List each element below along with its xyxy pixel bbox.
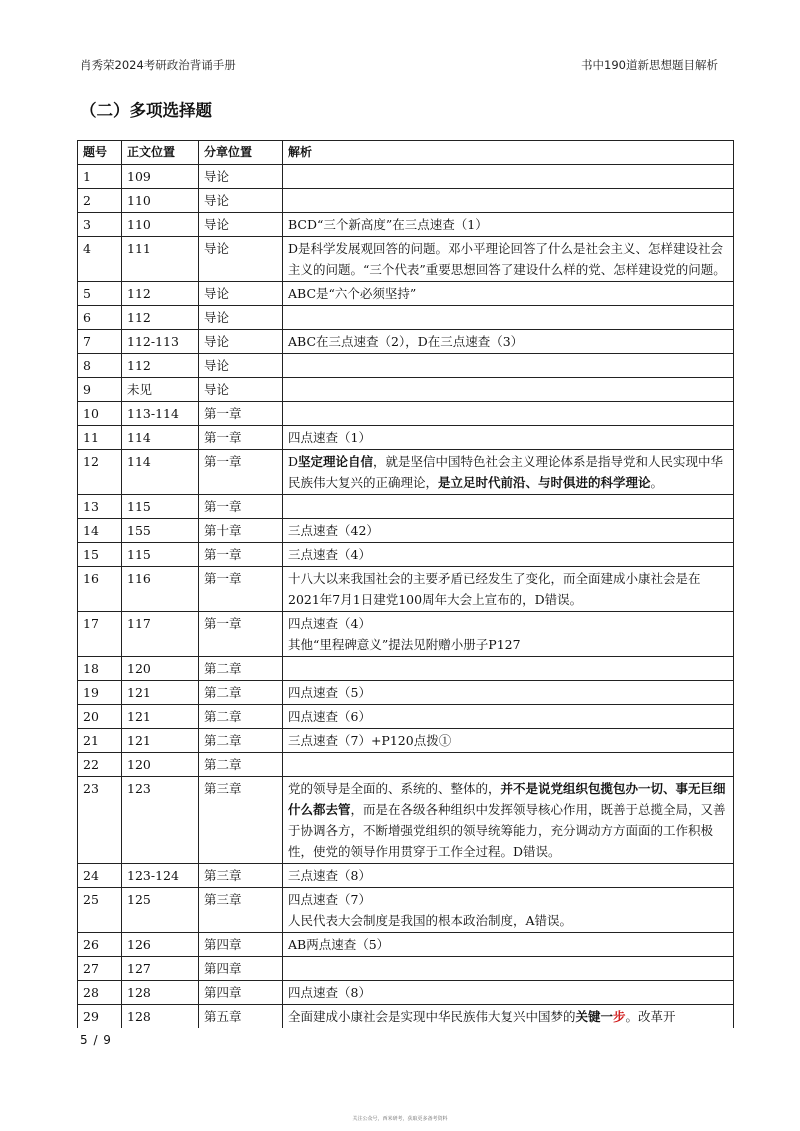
cell-number: 23 [78, 777, 122, 864]
cell-number: 4 [78, 237, 122, 282]
cell-number: 16 [78, 567, 122, 612]
cell-chapter: 第一章 [199, 450, 283, 495]
cell-chapter: 导论 [199, 282, 283, 306]
cell-chapter: 第四章 [199, 981, 283, 1005]
cell-analysis: 四点速查（6） [283, 705, 734, 729]
analysis-emphasis: 并不是说党组织包揽包办一切、事无巨细什么都去管 [288, 781, 726, 817]
cell-analysis [283, 777, 734, 864]
cell-chapter: 导论 [199, 213, 283, 237]
cell-position: 115 [122, 543, 199, 567]
cell-analysis [283, 657, 734, 681]
cell-number: 2 [78, 189, 122, 213]
table-row [78, 519, 734, 543]
cell-number: 5 [78, 282, 122, 306]
cell-number: 24 [78, 864, 122, 888]
analysis-text: D [288, 454, 299, 469]
cell-analysis: 三点速查（8） [283, 864, 734, 888]
analysis-text: 。 [650, 475, 664, 490]
section-title: （二）多项选择题 [80, 101, 212, 120]
cell-chapter: 导论 [199, 237, 283, 282]
cell-number: 10 [78, 402, 122, 426]
cell-analysis [283, 354, 734, 378]
cell-chapter: 第三章 [199, 864, 283, 888]
cell-analysis [283, 612, 734, 657]
table-row [78, 378, 734, 402]
answer-table [77, 140, 734, 1028]
table-row [78, 753, 734, 777]
page-number: 5 / 9 [80, 1033, 112, 1047]
cell-analysis [283, 888, 734, 933]
table-header-row [78, 141, 734, 165]
analysis-line: 其他“里程碑意义”提法见附赠小册子P127 [288, 637, 521, 652]
cell-position: 121 [122, 705, 199, 729]
table-row [78, 165, 734, 189]
cell-position: 未见 [122, 378, 199, 402]
cell-analysis: 十八大以来我国社会的主要矛盾已经发生了变化，而全面建成小康社会是在2021年7月1日建党100周年大会上宣布的，D错误。 [283, 567, 734, 612]
cell-position: 127 [122, 957, 199, 981]
cell-analysis [283, 753, 734, 777]
header-section-title: 书中190道新思想题目解析 [581, 58, 718, 72]
cell-number: 28 [78, 981, 122, 1005]
cell-analysis: 四点速查（1） [283, 426, 734, 450]
cell-chapter: 第四章 [199, 933, 283, 957]
cell-number: 11 [78, 426, 122, 450]
cell-number: 3 [78, 213, 122, 237]
cell-analysis: BCD“三个新高度”在三点速查（1） [283, 213, 734, 237]
cell-chapter: 导论 [199, 189, 283, 213]
table-row [78, 402, 734, 426]
table-row [78, 306, 734, 330]
cell-chapter: 第二章 [199, 657, 283, 681]
col-header-analysis: 解析 [283, 141, 734, 165]
cell-number: 15 [78, 543, 122, 567]
cell-number: 17 [78, 612, 122, 657]
cell-position: 109 [122, 165, 199, 189]
cell-analysis: 四点速查（8） [283, 981, 734, 1005]
analysis-line: 四点速查（4） [288, 616, 371, 631]
cell-number: 12 [78, 450, 122, 495]
footer-note: 关注公众号，西米研考，获取更多备考资料 [352, 1116, 448, 1122]
cell-chapter: 第一章 [199, 426, 283, 450]
table-row [78, 681, 734, 705]
cell-analysis [283, 378, 734, 402]
table-row [78, 282, 734, 306]
table-row [78, 330, 734, 354]
table-row [78, 981, 734, 1005]
cell-position: 121 [122, 681, 199, 705]
cell-analysis [283, 189, 734, 213]
cell-position: 121 [122, 729, 199, 753]
cell-chapter: 第三章 [199, 777, 283, 864]
cell-chapter: 导论 [199, 330, 283, 354]
cell-position: 123 [122, 777, 199, 864]
analysis-text: 党的领导是全面的、系统的、整体的， [288, 781, 501, 796]
cell-position: 116 [122, 567, 199, 612]
cell-number: 20 [78, 705, 122, 729]
cell-chapter: 导论 [199, 306, 283, 330]
cell-analysis: 三点速查（42） [283, 519, 734, 543]
cell-chapter: 导论 [199, 354, 283, 378]
analysis-emphasis: 坚定理论自信 [298, 454, 374, 469]
header-book-title: 肖秀荣2024考研政治背诵手册 [80, 58, 236, 72]
cell-position: 112-113 [122, 330, 199, 354]
analysis-highlight: 步 [613, 1009, 626, 1024]
cell-analysis: ABC是“六个必须坚持” [283, 282, 734, 306]
table-row [78, 450, 734, 495]
table-row [78, 495, 734, 519]
cell-number: 13 [78, 495, 122, 519]
table-row [78, 888, 734, 933]
cell-analysis [283, 1005, 734, 1029]
cell-position: 120 [122, 657, 199, 681]
cell-number: 18 [78, 657, 122, 681]
cell-analysis [283, 450, 734, 495]
cell-position: 112 [122, 354, 199, 378]
cell-chapter: 第一章 [199, 567, 283, 612]
cell-analysis: 三点速查（4） [283, 543, 734, 567]
cell-chapter: 第二章 [199, 681, 283, 705]
table-row [78, 729, 734, 753]
cell-position: 110 [122, 213, 199, 237]
cell-position: 112 [122, 282, 199, 306]
cell-position: 110 [122, 189, 199, 213]
analysis-line: 四点速查（7） [288, 892, 371, 907]
table-row [78, 354, 734, 378]
cell-chapter: 第十章 [199, 519, 283, 543]
cell-number: 29 [78, 1005, 122, 1029]
table-row [78, 567, 734, 612]
cell-chapter: 导论 [199, 165, 283, 189]
table-row [78, 933, 734, 957]
table-row [78, 426, 734, 450]
cell-position: 111 [122, 237, 199, 282]
cell-number: 1 [78, 165, 122, 189]
cell-number: 19 [78, 681, 122, 705]
cell-chapter: 导论 [199, 378, 283, 402]
cell-position: 125 [122, 888, 199, 933]
cell-position: 155 [122, 519, 199, 543]
cell-chapter: 第一章 [199, 612, 283, 657]
cell-position: 128 [122, 1005, 199, 1029]
cell-analysis [283, 957, 734, 981]
cell-analysis: ABC在三点速查（2），D在三点速查（3） [283, 330, 734, 354]
table-row [78, 777, 734, 864]
cell-number: 9 [78, 378, 122, 402]
cell-analysis [283, 306, 734, 330]
cell-chapter: 第二章 [199, 753, 283, 777]
cell-chapter: 第三章 [199, 888, 283, 933]
cell-chapter: 第二章 [199, 705, 283, 729]
table-row [78, 189, 734, 213]
analysis-text: ，而是在各级各种组织中发挥领导核心作用，既善于总揽全局，又善于协调各方，不断增强党组织的领导统筹能力，充分调动方方面面的工作积极性，使党的领导作用贯穿于工作全过程。D错误。 [288, 802, 726, 859]
col-header-text-position: 正文位置 [122, 141, 199, 165]
cell-chapter: 第四章 [199, 957, 283, 981]
cell-number: 25 [78, 888, 122, 933]
cell-position: 128 [122, 981, 199, 1005]
analysis-text: 。改革开 [625, 1009, 676, 1024]
analysis-text: ，就是坚信中国特色社会主义理论体系是指导党和人民实现中华民族伟大复兴的正确理论， [288, 454, 724, 490]
cell-position: 120 [122, 753, 199, 777]
cell-number: 26 [78, 933, 122, 957]
table-row [78, 612, 734, 657]
cell-analysis: AB两点速查（5） [283, 933, 734, 957]
analysis-emphasis: 关键一 [575, 1009, 614, 1024]
analysis-emphasis: 是立足时代前沿、与时俱进的科学理论 [438, 475, 651, 490]
table-row [78, 237, 734, 282]
cell-number: 7 [78, 330, 122, 354]
cell-number: 14 [78, 519, 122, 543]
cell-analysis: D是科学发展观回答的问题。邓小平理论回答了什么是社会主义、怎样建设社会主义的问题。“三个代表”重要思想回答了建设什么样的党、怎样建设党的问题。 [283, 237, 734, 282]
table-row [78, 705, 734, 729]
cell-chapter: 第一章 [199, 495, 283, 519]
cell-position: 126 [122, 933, 199, 957]
cell-position: 123-124 [122, 864, 199, 888]
analysis-text: 全面建成小康社会是实现中华民族伟大复兴中国梦的 [288, 1009, 576, 1024]
cell-position: 114 [122, 426, 199, 450]
cell-analysis: 三点速查（7）+P120点拨① [283, 729, 734, 753]
col-header-number: 题号 [78, 141, 122, 165]
cell-chapter: 第一章 [199, 543, 283, 567]
cell-chapter: 第一章 [199, 402, 283, 426]
cell-number: 8 [78, 354, 122, 378]
table-row [78, 864, 734, 888]
cell-number: 27 [78, 957, 122, 981]
cell-position: 117 [122, 612, 199, 657]
cell-chapter: 第二章 [199, 729, 283, 753]
cell-analysis [283, 495, 734, 519]
table-row [78, 213, 734, 237]
table-row [78, 657, 734, 681]
cell-position: 112 [122, 306, 199, 330]
cell-number: 21 [78, 729, 122, 753]
table-row [78, 543, 734, 567]
analysis-line: 人民代表大会制度是我国的根本政治制度，A错误。 [288, 913, 573, 928]
cell-number: 6 [78, 306, 122, 330]
cell-position: 114 [122, 450, 199, 495]
cell-position: 113-114 [122, 402, 199, 426]
cell-analysis: 四点速查（5） [283, 681, 734, 705]
cell-analysis [283, 402, 734, 426]
cell-position: 115 [122, 495, 199, 519]
cell-chapter: 第五章 [199, 1005, 283, 1029]
cell-analysis [283, 165, 734, 189]
cell-number: 22 [78, 753, 122, 777]
table-row [78, 957, 734, 981]
col-header-chapter: 分章位置 [199, 141, 283, 165]
table-row [78, 1005, 734, 1029]
